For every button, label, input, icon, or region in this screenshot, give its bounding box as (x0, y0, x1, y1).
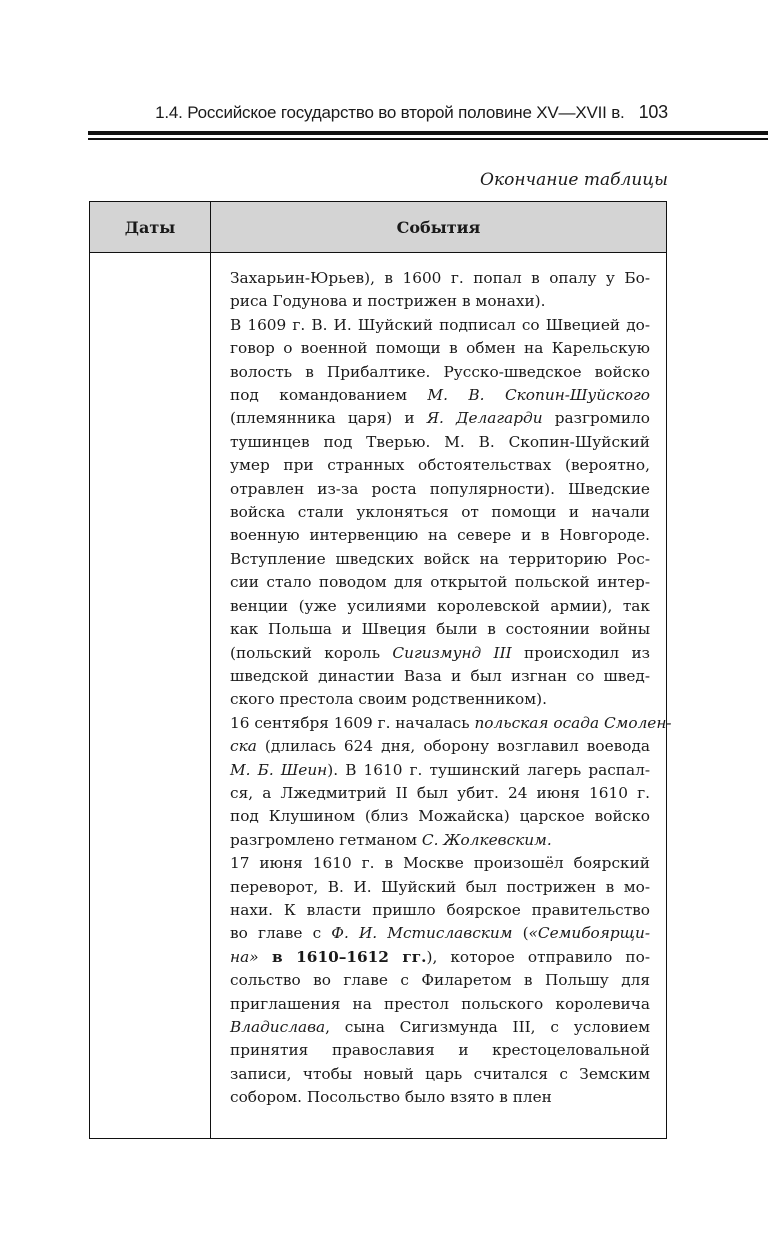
events-text-line (230, 454, 650, 477)
events-text-segment: ), которое отправило по- (426, 947, 650, 966)
events-text-segment: Захарьин-Юрьев), в 1600 г. попал в опалу у Бо- (230, 269, 650, 287)
events-text-line (230, 384, 650, 407)
events-text-segment: венции (уже усилиями королевской армии), так (230, 596, 650, 615)
events-text-segment: тушинцев под Тверью. М. В. Скопин-Шуйский (230, 432, 650, 451)
events-text-line (230, 1039, 650, 1062)
events-text-line (230, 969, 650, 992)
events-text-line (230, 712, 672, 735)
events-text-segment: 16 сентября 1609 г. началась (230, 713, 475, 732)
events-text-segment: М. Б. Шеин (230, 760, 328, 779)
events-text-line (230, 688, 650, 711)
events-text-line (230, 735, 650, 758)
header-rule-thick (88, 131, 768, 135)
events-text-segment: Ф. И. Мстиславским (331, 924, 513, 943)
events-text-segment: шведской династии Ваза и был изгнан со швед- (230, 666, 650, 685)
table-header-row (90, 202, 666, 253)
events-text-segment: «Семибоярщи- (528, 924, 650, 943)
events-text-line (230, 1086, 650, 1109)
events-text-line (230, 993, 650, 1016)
events-text-segment: военную интервенцию на севере и в Новгороде. (230, 526, 650, 545)
events-text-segment: войска стали уклоняться от помощи и начали (230, 503, 650, 522)
events-text-segment: , сына Сигизмунда III, с условием (325, 1018, 650, 1036)
events-text-line (230, 290, 650, 313)
events-text-segment: отравлен из-за роста популярности). Шведские (230, 479, 650, 498)
events-text-segment: происходил из (511, 643, 650, 662)
events-text-line (230, 431, 650, 454)
events-text-segment: Сигизмунд III (392, 643, 512, 662)
events-text-line (230, 852, 650, 875)
events-text-segment: как Польша и Швеция были в состоянии войны (230, 620, 650, 639)
events-text-line (230, 805, 650, 828)
events-text-segment: сии стало поводом для открытой польской интер- (230, 573, 650, 592)
events-cell-text (230, 267, 672, 1110)
events-text-segment: ). В 1610 г. тушинский лагерь распал- (327, 760, 650, 779)
column-divider (210, 202, 212, 1138)
events-text-segment: 17 июня 1610 г. в Москве произошёл боярский (230, 854, 650, 873)
events-text-line (230, 922, 650, 945)
events-text-segment: польская осада Смолен- (474, 713, 672, 732)
events-text-segment: под командованием (230, 386, 428, 405)
events-text-segment: ( (512, 924, 529, 943)
events-text-segment: ского престола своим родственником). (230, 690, 547, 709)
events-text-line (230, 524, 650, 547)
events-text-segment: под Клушином (близ Можайска) царское войско (230, 807, 650, 826)
events-text-segment: переворот, В. И. Шуйский был пострижен в мо- (230, 877, 650, 896)
events-text-segment: (польский король (230, 643, 393, 662)
events-text-segment: приглашения на престол польского королевича (230, 994, 650, 1013)
events-text-segment: во главе с (230, 924, 332, 943)
events-text-line (230, 665, 650, 688)
events-text-line (230, 267, 650, 290)
events-text-segment: нахи. К власти пришло боярское правительство (230, 900, 650, 919)
events-text-segment: волость в Прибалтике. Русско-шведское войско (230, 362, 650, 381)
events-text-segment: разгромлено гетманом (230, 830, 422, 849)
running-head (100, 102, 668, 123)
column-header-dates: Даты (124, 217, 176, 237)
events-text-segment: в 1610–1612 гг. (258, 947, 427, 966)
events-text-segment: риса Годунова и пострижен в монахи). (230, 292, 546, 311)
events-text-segment: говор о военной помощи в обмен на Карельскую (230, 339, 650, 358)
events-text-line (230, 642, 650, 665)
events-text-segment: Вступление шведских войск на территорию Рос- (230, 549, 650, 568)
events-text-segment: умер при странных обстоятельствах (вероятно, (230, 456, 650, 475)
events-text-segment: принятия православия и крестоцеловальной (230, 1041, 650, 1060)
events-text-segment: С. Жолкевским. (421, 830, 552, 849)
events-text-line (230, 314, 650, 337)
events-text-line (230, 782, 650, 805)
events-text-line (230, 478, 650, 501)
events-text-segment: М. В. Скопин-Шуйского (427, 386, 650, 405)
events-text-segment: записи, чтобы новый царь считался с Земским (230, 1064, 650, 1083)
events-text-line (230, 407, 650, 430)
events-text-segment: ся, а Лжедмитрий II был убит. 24 июня 1610 г. (230, 783, 650, 802)
events-text-line (230, 946, 650, 969)
running-head-title: 1.4. Российское государство во второй половине XV—XVII в. (155, 103, 625, 122)
events-text-line (230, 618, 650, 641)
page-number: 103 (638, 102, 668, 122)
events-text-segment: на» (230, 947, 259, 966)
events-text-line (230, 571, 650, 594)
events-text-segment: собором. Посольство было взято в плен (230, 1088, 552, 1107)
events-text-line (230, 361, 650, 384)
events-text-line (230, 829, 650, 852)
events-text-line (230, 501, 650, 524)
events-text-line (230, 337, 650, 360)
events-text-segment: сольство во главе с Филаретом в Польшу для (230, 971, 650, 990)
events-text-line (230, 548, 650, 571)
events-text-segment: Я. Делагарди (426, 409, 543, 428)
column-header-events: События (396, 217, 481, 237)
events-text-segment: Владислава (230, 1018, 326, 1036)
events-text-segment: ска (230, 737, 257, 756)
events-text-segment: В 1609 г. В. И. Шуйский подписал со Швецией до- (230, 315, 650, 334)
events-text-segment: (длилась 624 дня, оборону возглавил воевода (256, 737, 650, 756)
events-text-line (230, 595, 650, 618)
table-caption: Окончание таблицы (480, 170, 668, 190)
events-text-segment: (племянника царя) и (230, 409, 427, 428)
events-text-line (230, 876, 650, 899)
events-text-line (230, 759, 650, 782)
events-text-line (230, 1063, 650, 1086)
header-rule-thin (88, 138, 768, 140)
events-text-segment: разгромило (542, 409, 650, 428)
events-text-line (230, 899, 650, 922)
events-text-line (230, 1016, 650, 1039)
events-table (89, 201, 672, 1139)
